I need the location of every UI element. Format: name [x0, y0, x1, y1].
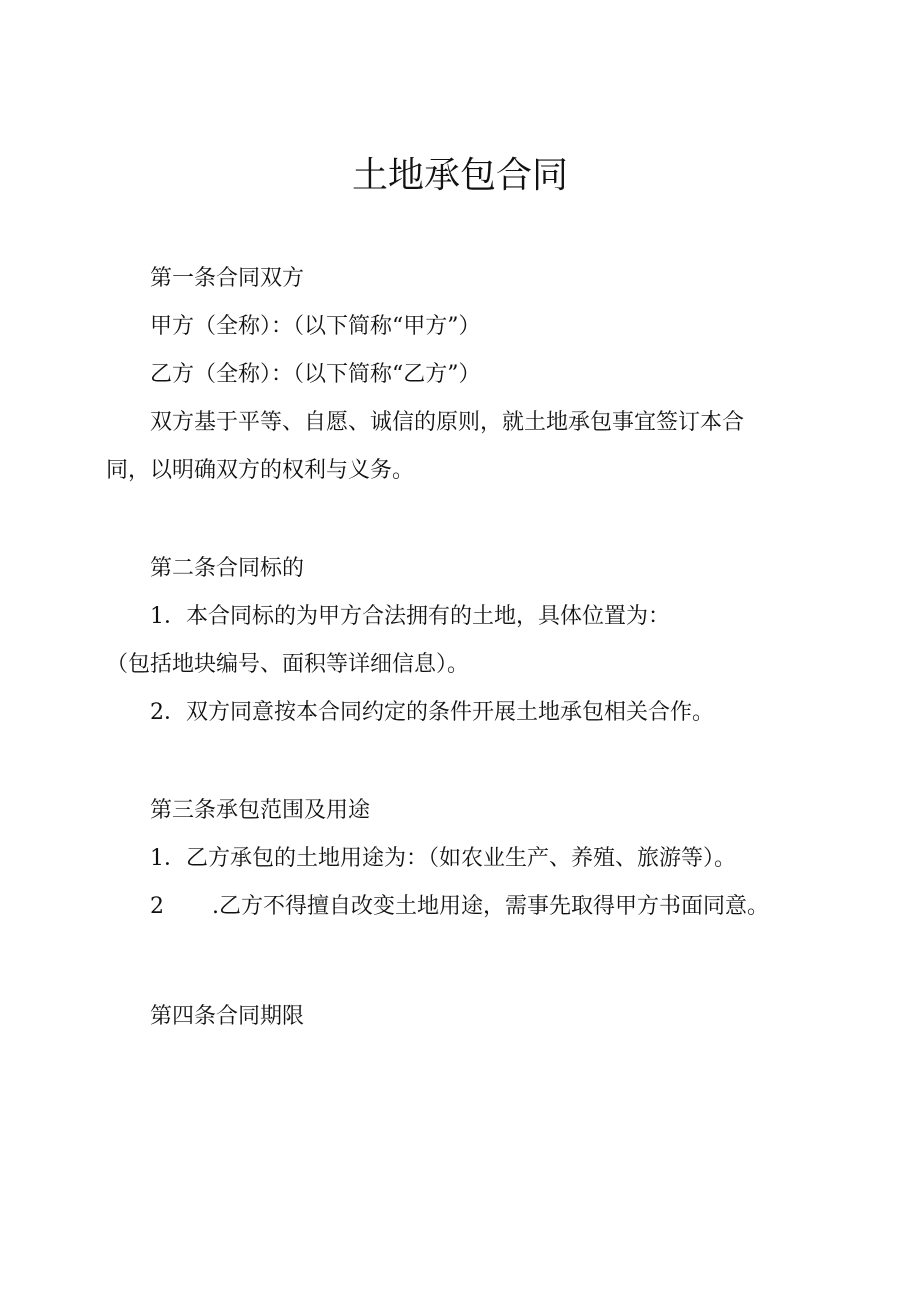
- section-1-heading: 第一条合同双方: [150, 266, 305, 291]
- section-2-heading: 第二条合同标的: [150, 556, 305, 581]
- clause-3-2-line: [150, 891, 769, 923]
- party-a-line: 甲方（全称）：（以下简称“甲方”）: [150, 314, 481, 339]
- clause-3-1-line: 1．乙方承包的土地用途为：（如农业生产、养殖、旅游等）。: [150, 846, 736, 871]
- page-title: 土地承包合同: [351, 155, 568, 196]
- clause-2-2-line: 2．双方同意按本合同约定的条件开展土地承包相关合作。: [150, 700, 714, 725]
- party-b-line: 乙方（全称）：（以下简称“乙方”）: [150, 362, 481, 387]
- clause-3-2-number: 2: [150, 894, 164, 919]
- principle-line-1: 双方基于平等、自愿、诚信的原则，就土地承包事宜签订本合: [150, 410, 745, 435]
- principle-line-2: 同，以明确双方的权利与义务。: [106, 458, 415, 483]
- clause-3-2-text: .乙方不得擅自改变土地用途，需事先取得甲方书面同意。: [212, 894, 769, 919]
- clause-2-1-line-1: 1．本合同标的为甲方合法拥有的土地，具体位置为：: [150, 604, 670, 629]
- clause-2-1-line-2: （包括地块编号、面积等详细信息）。: [106, 652, 470, 677]
- section-4-heading: 第四条合同期限: [150, 1004, 305, 1029]
- section-3-heading: 第三条承包范围及用途: [150, 798, 371, 823]
